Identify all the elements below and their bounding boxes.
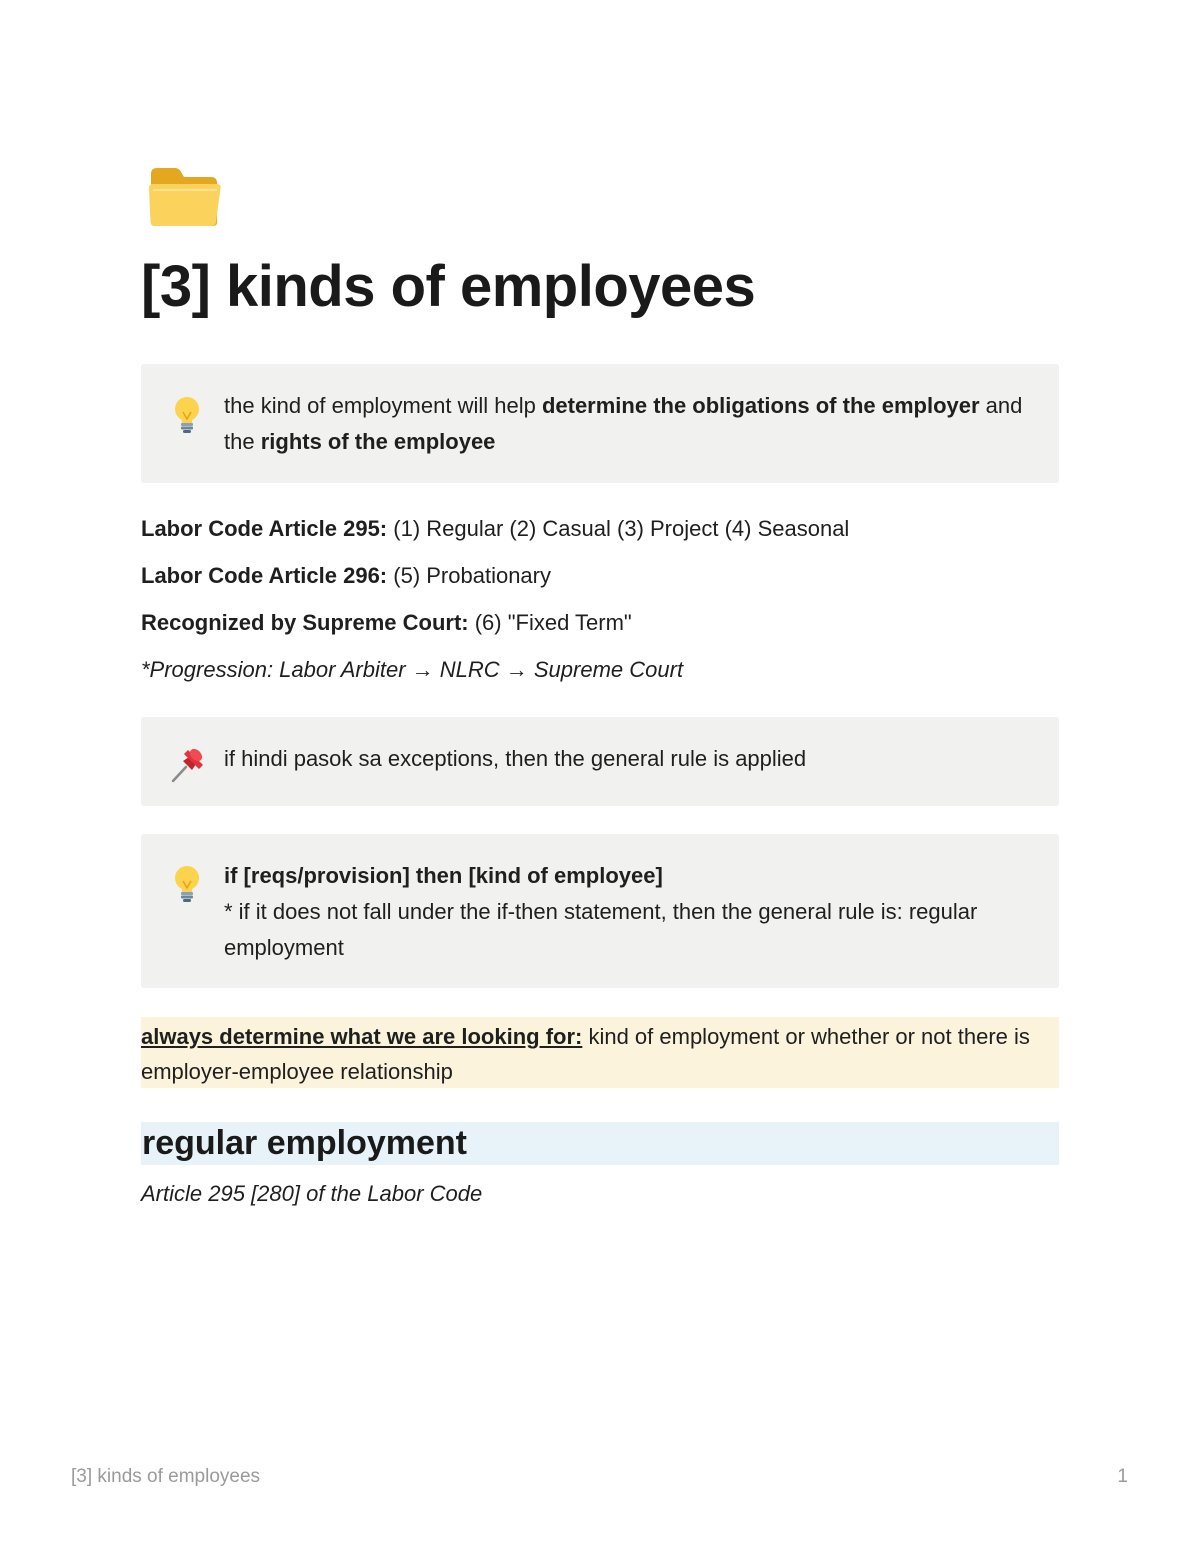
section-subtitle: Article 295 [280] of the Labor Code [141,1181,483,1206]
callout-obligations [141,364,1059,483]
section-title: regular employment [142,1124,467,1162]
callout-text: if hindi pasok sa exceptions, then the general rule is applied [224,746,807,771]
folder-icon [145,160,225,232]
callout-text: the kind of employment will help determine the obligations of the employer and the rights of the employee [224,393,1023,454]
callout-text: if [reqs/provision] then [kind of employee] * if it does not fall under the if-then statement, then the general rule is: regular employment [224,863,978,960]
section-heading [141,1122,1059,1165]
lightbulb-icon [169,864,205,904]
page-title: [3] kinds of employees [141,254,756,319]
article-296-line: Labor Code Article 296: (5) Probationary [141,563,551,588]
article-295-line: Labor Code Article 295: (1) Regular (2) Casual (3) Project (4) Seasonal [141,516,850,541]
page-number: 1 [1117,1466,1128,1487]
pushpin-icon [169,744,205,784]
progression-line: *Progression: Labor Arbiter → NLRC → Supreme Court [141,657,684,682]
highlight-text: always determine what we are looking for: kind of employment or whether or not there is employer-employee relationship [141,1024,1030,1084]
highlight-note [141,1017,1059,1088]
footer-title: [3] kinds of employees [71,1466,261,1487]
supreme-court-line: Recognized by Supreme Court: (6) "Fixed Term" [141,610,632,635]
callout-if-then [141,834,1059,988]
lightbulb-icon [169,395,205,435]
callout-general-rule [141,717,1059,806]
